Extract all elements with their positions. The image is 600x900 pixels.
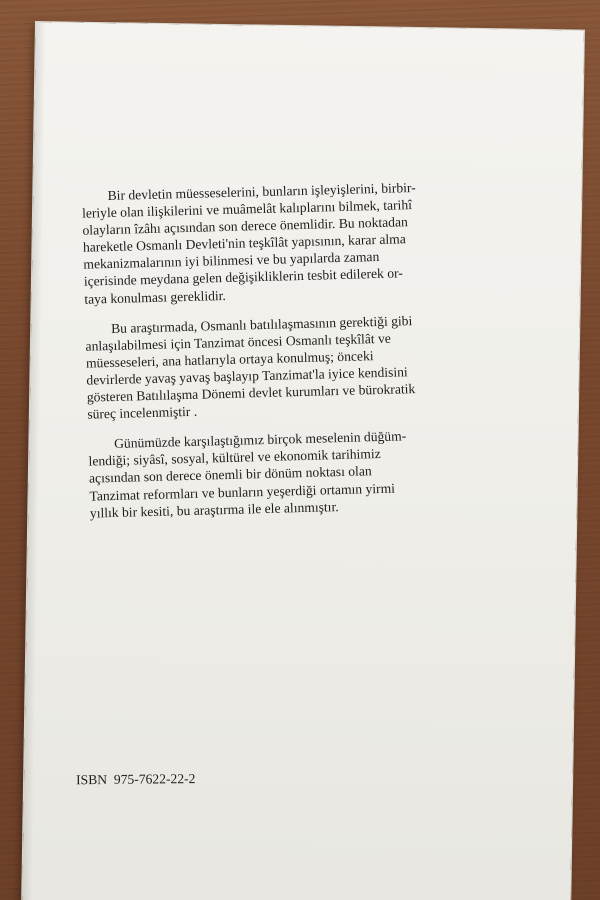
text-line: gösteren Batılılaşma Dönemi devlet kurumları ve bürokratik [86, 381, 416, 405]
text-line: devirlerde yavaş yavaş başlayıp Tanzimat'la iyice kendisini [86, 364, 408, 388]
text-line: hareketle Osmanlı Devleti'nin teşkîlât yapısının, karar alma [82, 231, 406, 255]
text-line: lendiği; siyâsî, sosyal, kültürel ve ekonomik tarihimiz [88, 446, 381, 469]
isbn-number: ISBN 975-7622-22-2 [76, 771, 196, 788]
text-line: yıllık bir kesiti, bu araştırma ile ele alınmıştır. [89, 498, 339, 521]
text-line: anlaşılabilmesi için Tanzimat öncesi Osmanlı teşkîlât ve [85, 330, 391, 354]
text-line: taya konulması gereklidir. [84, 287, 227, 307]
text-line: olayların îzâhı açısından son derece önemlidir. Bu noktadan [82, 214, 409, 238]
text-line: Bu araştırmada, Osmanlı batılılaşmasının gerektiği gibi [110, 312, 413, 336]
text-line: leriyle olan ilişkilerini ve muâmelât kalıplarını bilmek, tarihî [81, 197, 413, 221]
text-line: Tanzimat reformları ve bunların yeşerdiği ortamın yirmi [89, 480, 396, 504]
paragraph-1 [81, 178, 456, 307]
text-line: Bir devletin müesseselerini, bunların işleyişlerini, birbir- [107, 179, 416, 204]
text-line: açısından son derece önemli bir dönüm noktası olan [88, 463, 372, 487]
blurb-text [81, 178, 462, 534]
paragraph-2 [85, 311, 460, 423]
text-line: Günümüzde karşılaştığımız birçok meselenin düğüm- [113, 428, 407, 452]
text-line: içerisinde meydana gelen değişikliklerin tesbit edilerek or- [83, 265, 404, 290]
book-back-cover [22, 22, 584, 900]
text-line: mekanizmalarının iyi bilinmesi ve bu yapılarda zaman [83, 249, 380, 273]
text-line: süreç incelenmiştir . [87, 403, 198, 422]
text-line: müesseseleri, ana hatlarıyla ortaya konulmuş; önceki [85, 347, 374, 371]
paragraph-3 [88, 426, 462, 521]
